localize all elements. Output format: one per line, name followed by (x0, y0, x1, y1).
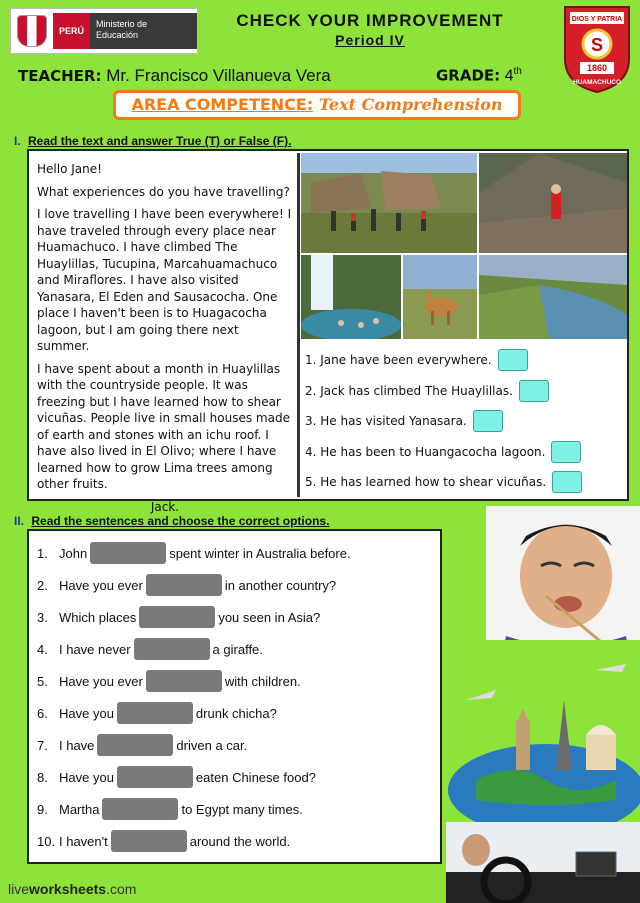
sentence-after: eaten Chinese food? (195, 769, 316, 785)
statement-row (305, 467, 625, 498)
school-crest-icon (562, 4, 632, 94)
statement-text: 4. He has been to Huangacocha lagoon. (305, 444, 546, 459)
ministry-logo (10, 8, 198, 54)
sentence-number: 6. (37, 705, 48, 721)
competence-value: Text Comprehension (318, 95, 503, 114)
sentence-row (37, 541, 351, 565)
letter-greeting: Hello Jane! (37, 162, 102, 176)
answer-field-2[interactable] (519, 380, 549, 402)
letter-paragraph: I have spent about a month in Huaylillas with the countryside people. It was freezing but I have learned how to shear vicuñas. People live in small houses made of earth and stones with an ichu roof. I have also lived in El Olivo; where I have learned how to grow Lima trees among other fruits. (37, 361, 290, 491)
sentence-number: 1. (37, 545, 48, 561)
crest-motto: DIOS Y PATRIA (571, 16, 623, 23)
peru-label: PERÚ (53, 13, 90, 49)
mountain-traveler-photo (479, 153, 627, 253)
sentence-after: with children. (224, 673, 301, 689)
sentence-row (37, 765, 316, 789)
crest-year: 1860 (586, 63, 608, 73)
sentence-number: 8. (37, 769, 48, 785)
statement-row (305, 406, 625, 437)
sentence-number: 10. (37, 833, 56, 849)
sentence-before: I have never (59, 641, 131, 657)
sentence-row (37, 701, 277, 725)
sentence-after: drunk chicha? (195, 705, 277, 721)
sentence-row (37, 797, 303, 821)
answer-field-1[interactable] (498, 349, 528, 371)
answer-field-5[interactable] (552, 471, 582, 493)
statement-text: 3. He has visited Yanasara. (305, 414, 467, 429)
sentence-number: 7. (37, 737, 48, 753)
grade-line (436, 66, 522, 85)
peru-shield-icon (17, 15, 47, 47)
sentence-before: I have (59, 737, 95, 753)
sentence-row (37, 573, 336, 597)
section2-instruction: Read the sentences and choose the correct options. (31, 514, 330, 528)
letter-paragraph: I love travelling I have been everywhere! I have traveled through every place near Huamachuco. I have climbed The Huaylillas, Tucupina, Marcahuamachuco and Miraflores. I have also visited Yanasara, El Eden and Sausacocha. One place I haven't been is to Huagacocha lagoon, but I am going there next summer. (37, 207, 292, 353)
dropdown-answer-5[interactable] (146, 670, 222, 692)
footer-prefix: live (8, 881, 30, 897)
footer-brand[interactable] (8, 881, 136, 897)
statement-row (305, 376, 625, 407)
letter-text (37, 161, 293, 521)
section2-title (14, 514, 329, 528)
ruins-hikers-photo (301, 153, 477, 253)
sentence-before: John (59, 545, 88, 561)
competence-label: AREA COMPETENCE: (131, 95, 314, 114)
sentence-after: driven a car. (176, 737, 248, 753)
sentence-before: Have you ever (59, 673, 143, 689)
statement-text: 2. Jack has climbed The Huaylillas. (305, 383, 513, 398)
statement-row (305, 345, 625, 376)
dropdown-answer-4[interactable] (134, 638, 210, 660)
worksheet-title: CHECK YOUR IMPROVEMENT (236, 11, 504, 30)
teacher-name: Mr. Francisco Villanueva Vera (106, 66, 331, 85)
sentence-number: 2. (37, 577, 48, 593)
sentence-before: I haven't (59, 833, 108, 849)
letter-question: What experiences do you have travelling? (37, 184, 290, 199)
dropdown-answer-3[interactable] (139, 606, 215, 628)
car-driving-photo (446, 822, 640, 903)
grade-suffix: th (513, 66, 522, 77)
travel-photo-collage (301, 153, 627, 339)
section1-instruction: Read the text and answer True (T) or False (F). (28, 134, 292, 148)
dropdown-answer-9[interactable] (102, 798, 178, 820)
answer-field-3[interactable] (473, 410, 503, 432)
footer-suffix: .com (106, 881, 137, 897)
sentence-row (37, 829, 290, 853)
footer-brand-name: worksheets (29, 881, 107, 897)
sentence-before: Have you ever (59, 577, 143, 593)
grade-value: 4 (504, 67, 514, 85)
crest-town: HUAMACHUCO (572, 79, 622, 86)
waterfall-pool-photo (301, 255, 401, 339)
sentence-row (37, 637, 263, 661)
sentences-box (27, 529, 442, 864)
sentence-after: to Egypt many times. (181, 801, 303, 817)
world-landmarks-photo (446, 640, 640, 822)
sentence-number: 4. (37, 641, 48, 657)
teacher-label: TEACHER: (18, 67, 102, 85)
grade-label: GRADE: (436, 66, 501, 85)
ministry-label: Ministerio de Educación (90, 13, 197, 49)
section1-number: I. (14, 134, 21, 148)
sentence-row (37, 733, 247, 757)
lagoon-aerial-photo (479, 255, 627, 339)
sentence-row (37, 669, 301, 693)
sentence-number: 3. (37, 609, 48, 625)
sentence-after: around the world. (189, 833, 291, 849)
svg-text:S: S (590, 35, 604, 55)
statement-row (305, 437, 625, 468)
vicuna-photo (403, 255, 477, 339)
sentence-number: 9. (37, 801, 48, 817)
letter-signature: Jack. (150, 499, 180, 514)
column-divider (297, 153, 300, 497)
dropdown-answer-8[interactable] (117, 766, 193, 788)
reading-box (27, 149, 629, 514)
dropdown-answer-7[interactable] (97, 734, 173, 756)
section2-number: II. (14, 514, 25, 528)
sentence-after: spent winter in Australia before. (169, 545, 351, 561)
dropdown-answer-10[interactable] (111, 830, 187, 852)
teacher-line (18, 66, 331, 86)
sentence-before: Martha (59, 801, 100, 817)
sentence-after: you seen in Asia? (218, 609, 321, 625)
sentence-row (37, 605, 320, 629)
sentence-before: Have you (59, 705, 114, 721)
section1-title (14, 134, 291, 148)
worksheet-period: Period IV (335, 32, 405, 48)
dropdown-answer-2[interactable] (146, 574, 222, 596)
dropdown-answer-6[interactable] (117, 702, 193, 724)
dropdown-answer-1[interactable] (90, 542, 166, 564)
area-competence-banner (113, 90, 521, 120)
sentence-before: Have you (59, 769, 114, 785)
sentence-after: a giraffe. (212, 641, 263, 657)
sentence-before: Which places (59, 609, 137, 625)
true-false-list (305, 345, 625, 498)
statement-text: 5. He has learned how to shear vicuñas. (305, 475, 547, 490)
sentence-after: in another country? (224, 577, 337, 593)
statement-text: 1. Jane have been everywhere. (305, 353, 492, 368)
sentence-number: 5. (37, 673, 48, 689)
answer-field-4[interactable] (551, 441, 581, 463)
